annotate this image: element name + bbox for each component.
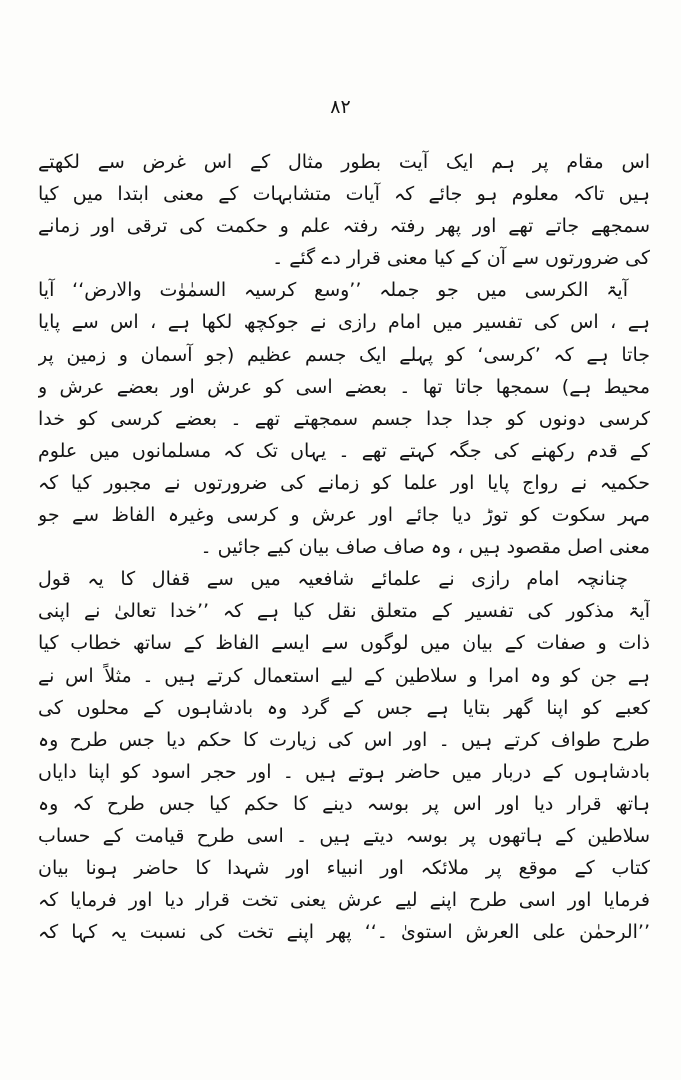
text-line: بادشاہوں کے دربار میں حاضر ہوتے ہیں ۔ اور حجر اسود کو اپنا دایاں <box>38 760 650 783</box>
text-line: سمجھے جاتے تھے اور پھر رفتہ رفتہ علم و حکمت کی ترقی اور زمانے <box>38 215 650 238</box>
text-line: چنانچہ امام رازی نے علمائے شافعیہ میں سے قفال کا یہ قول <box>38 568 628 591</box>
text-line: محیط ہے) سمجھا جاتا تھا ۔ بعضے اسی کو عرش اور بعضے عرش و <box>38 375 650 398</box>
text-line: مہر سکوت کو توڑ دیا جائے اور عرش و کرسی وغیرہ الفاظ سے جو <box>38 504 650 527</box>
text-line: کی ضرورتوں سے آن کے کیا معنی قرار دے گئے ۔ <box>272 247 650 270</box>
text-line: معنی اصل مقصود ہیں ، وہ صاف صاف بیان کیے جائیں ۔ <box>200 536 650 559</box>
text-line: اس مقام پر ہم ایک آیت بطور مثال کے اس غرض سے لکھتے <box>38 151 650 173</box>
page-number: ۸۲ <box>330 96 351 118</box>
text-line: کعبے کو اپنا گھر بتایا ہے جس کے گرد وہ بادشاہوں کے محلوں کی <box>38 696 650 719</box>
text-line: ہے ، اس کی تفسیر میں امام رازی نے جوکچھ لکھا ہے ، اس سے پایا <box>38 311 650 334</box>
text-line: ہاتھ قرار دیا اور اس پر بوسہ دینے کا حکم کیا جس طرح کہ وہ <box>38 792 650 815</box>
text-line: سلاطین کے ہاتھوں پر بوسہ دیتے ہیں ۔ اسی طرح قیامت کے حساب <box>38 824 650 847</box>
text-line: ہے جن کو وہ امرا و سلاطین کے لیے استعمال کرتے ہیں ۔ مثلاً اس نے <box>38 664 650 687</box>
text-line: طرح طواف کرتے ہیں ۔ اور اس کی زیارت کا حکم دیا جس طرح وہ <box>38 728 650 751</box>
text-line: ’’الرحمٰن علی العرش استویٰ ۔‘‘ پھر اپنے تخت کی نسبت یہ کہا کہ <box>38 921 650 944</box>
text-line: آیۃ الکرسی میں جو جملہ ’’وسع کرسیہ السمٰوٰت والارض‘‘ آیا <box>38 279 628 302</box>
body-text <box>38 146 650 948</box>
text-line: کتاب کے موقع پر ملائکہ اور انبیاء اور شہدا کا حاضر ہونا بیان <box>38 857 650 880</box>
text-line: کرسی دونوں کو جدا جدا جسم سمجھتے تھے ۔ بعضے کرسی کو خدا <box>38 407 650 430</box>
text-line: آیۃ مذکور کی تفسیر کے متعلق نقل کیا ہے کہ ’’خدا تعالیٰ نے اپنی <box>38 600 650 623</box>
text-line: فرمایا اور اسی طرح اپنے لیے عرش یعنی تخت قرار دیا اور فرمایا کہ <box>38 889 650 912</box>
text-line: ہیں تاکہ معلوم ہو جائے کہ آیات متشابہات کے معنی ابتدا میں کیا <box>38 183 650 206</box>
text-line: حکمیہ نے رواج پایا اور علما کو زمانے کی ضرورتوں نے مجبور کیا کہ <box>38 471 650 494</box>
text-line: کے قدم رکھنے کی جگہ کہتے تھے ۔ یہاں تک کہ مسلمانوں میں علوم <box>38 439 650 462</box>
text-line: ذات و صفات کے بیان میں لوگوں سے ایسے الفاظ کے ساتھ خطاب کیا <box>38 632 650 655</box>
text-line: جاتا ہے کہ ’کرسی‘ کو پہلے ایک جسم عظیم (جو آسمان و زمین پر <box>38 343 650 366</box>
